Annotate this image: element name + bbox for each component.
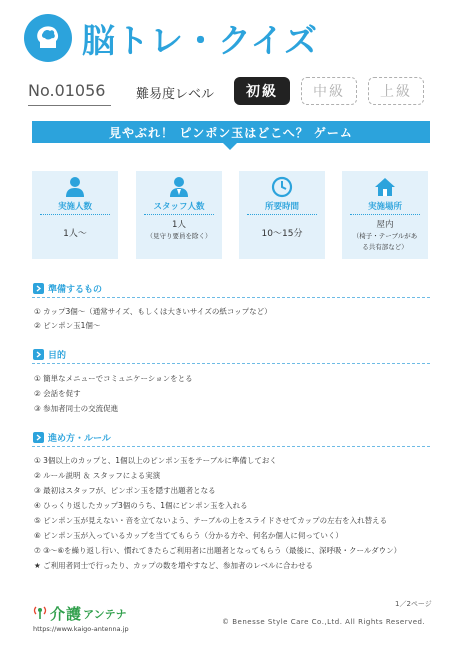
info-value-block: [136, 220, 222, 242]
info-card-participants: [32, 171, 118, 259]
list-item: ⑦ ③〜⑥を繰り返し行い、慣れてきたらご利用者に出題者となってもらう（最後に、深呼吸・クールダウン）: [34, 546, 402, 555]
list-item: ② 会話を促す: [34, 389, 81, 398]
page-number: 1／2ページ: [395, 600, 432, 608]
copyright: © Benesse Style Care Co.,Ltd. All Rights Reserved.: [222, 618, 426, 626]
list-item: ★ ご利用者同士で行ったり、カップの数を増やすなど、参加者のレベルに合わせる: [34, 561, 314, 570]
logo-text-sub: アンテナ: [83, 607, 127, 621]
divider: [40, 214, 110, 215]
chevron-right-icon: [33, 349, 44, 360]
house-icon: [342, 176, 428, 198]
staff-icon: [136, 176, 222, 198]
chevron-right-icon: [33, 432, 44, 443]
info-card-duration: [239, 171, 325, 259]
list-item: ③ 参加者同士の交流促進: [34, 404, 119, 413]
info-subvalue: （椅子・テーブルがある共有部など）: [352, 232, 418, 251]
info-value-block: [342, 220, 428, 253]
list-item: ④ ひっくり返したカップ3個のうち、1個にピンポン玉を入れる: [34, 501, 248, 510]
info-card-location: [342, 171, 428, 259]
section-rules-heading: [33, 431, 111, 444]
info-label: スタッフ人数: [153, 202, 205, 212]
section-title: 準備するもの: [48, 285, 103, 295]
level-advanced: 上級: [368, 77, 424, 105]
info-label: 実施場所: [367, 202, 402, 212]
list-item: ② ピンポン玉1個〜: [34, 321, 101, 330]
section-purpose-heading: [33, 348, 66, 361]
kaigo-antenna-logo: [33, 603, 127, 624]
site-url: https://www.kaigo-antenna.jp: [33, 625, 129, 633]
person-icon: [32, 176, 118, 198]
info-value: 屋内: [376, 220, 394, 230]
logo-text-main: 介護: [50, 605, 83, 623]
info-card-staff: [136, 171, 222, 259]
brain-head-icon: [24, 14, 72, 62]
page-title: 脳トレ・クイズ: [82, 20, 319, 60]
clock-icon: [239, 176, 325, 198]
info-label: 所要時間: [264, 202, 299, 212]
list-item: ⑤ ピンポン玉が見えない・音を立てないよう、テーブルの上をスライドさせてカップの左右を入れ替える: [34, 516, 388, 525]
info-label: 実施人数: [57, 202, 92, 212]
list-item: ① カップ3個〜（通常サイズ、もしくは大きいサイズの紙コップなど）: [34, 307, 272, 316]
game-title-banner: 見やぶれ！ ピンポン玉はどこへ？ ゲーム: [32, 121, 430, 143]
list-item: ③ 最初はスタッフが、ピンポン玉を隠す出題者となる: [34, 486, 216, 495]
list-item: ① 3個以上のカップと、1個以上のピンポン玉をテーブルに準備しておく: [34, 456, 277, 465]
level-intermediate: 中級: [301, 77, 357, 105]
header: [24, 14, 318, 62]
divider: [247, 214, 317, 215]
divider: [144, 214, 214, 215]
meta-row: [28, 77, 433, 107]
section-divider: [32, 297, 430, 298]
antenna-icon: [33, 604, 47, 624]
section-title: 進め方・ルール: [48, 434, 111, 444]
difficulty-label: 難易度レベル: [136, 87, 215, 102]
info-subvalue: （見守り要員を除く）: [146, 232, 212, 240]
list-item: ⑥ ピンポン玉が入っているカップを当ててもらう（分かる方や、何名か個人に伺っていく）: [34, 531, 343, 540]
section-divider: [32, 446, 430, 447]
info-value: 1人: [172, 220, 186, 230]
quiz-number: No.01056: [28, 77, 111, 106]
level-beginner: 初級: [234, 77, 290, 105]
list-item: ② ルール説明 ＆ スタッフによる実演: [34, 471, 161, 480]
info-value: 1人〜: [63, 229, 87, 239]
chevron-right-icon: [33, 283, 44, 294]
section-materials-heading: [33, 282, 102, 295]
section-title: 目的: [48, 351, 67, 361]
list-item: ① 簡単なメニューでコミュニケーションをとる: [34, 374, 193, 383]
section-divider: [32, 363, 430, 364]
banner-arrow: [223, 143, 237, 150]
info-value: 10〜15分: [261, 229, 303, 239]
divider: [350, 214, 420, 215]
